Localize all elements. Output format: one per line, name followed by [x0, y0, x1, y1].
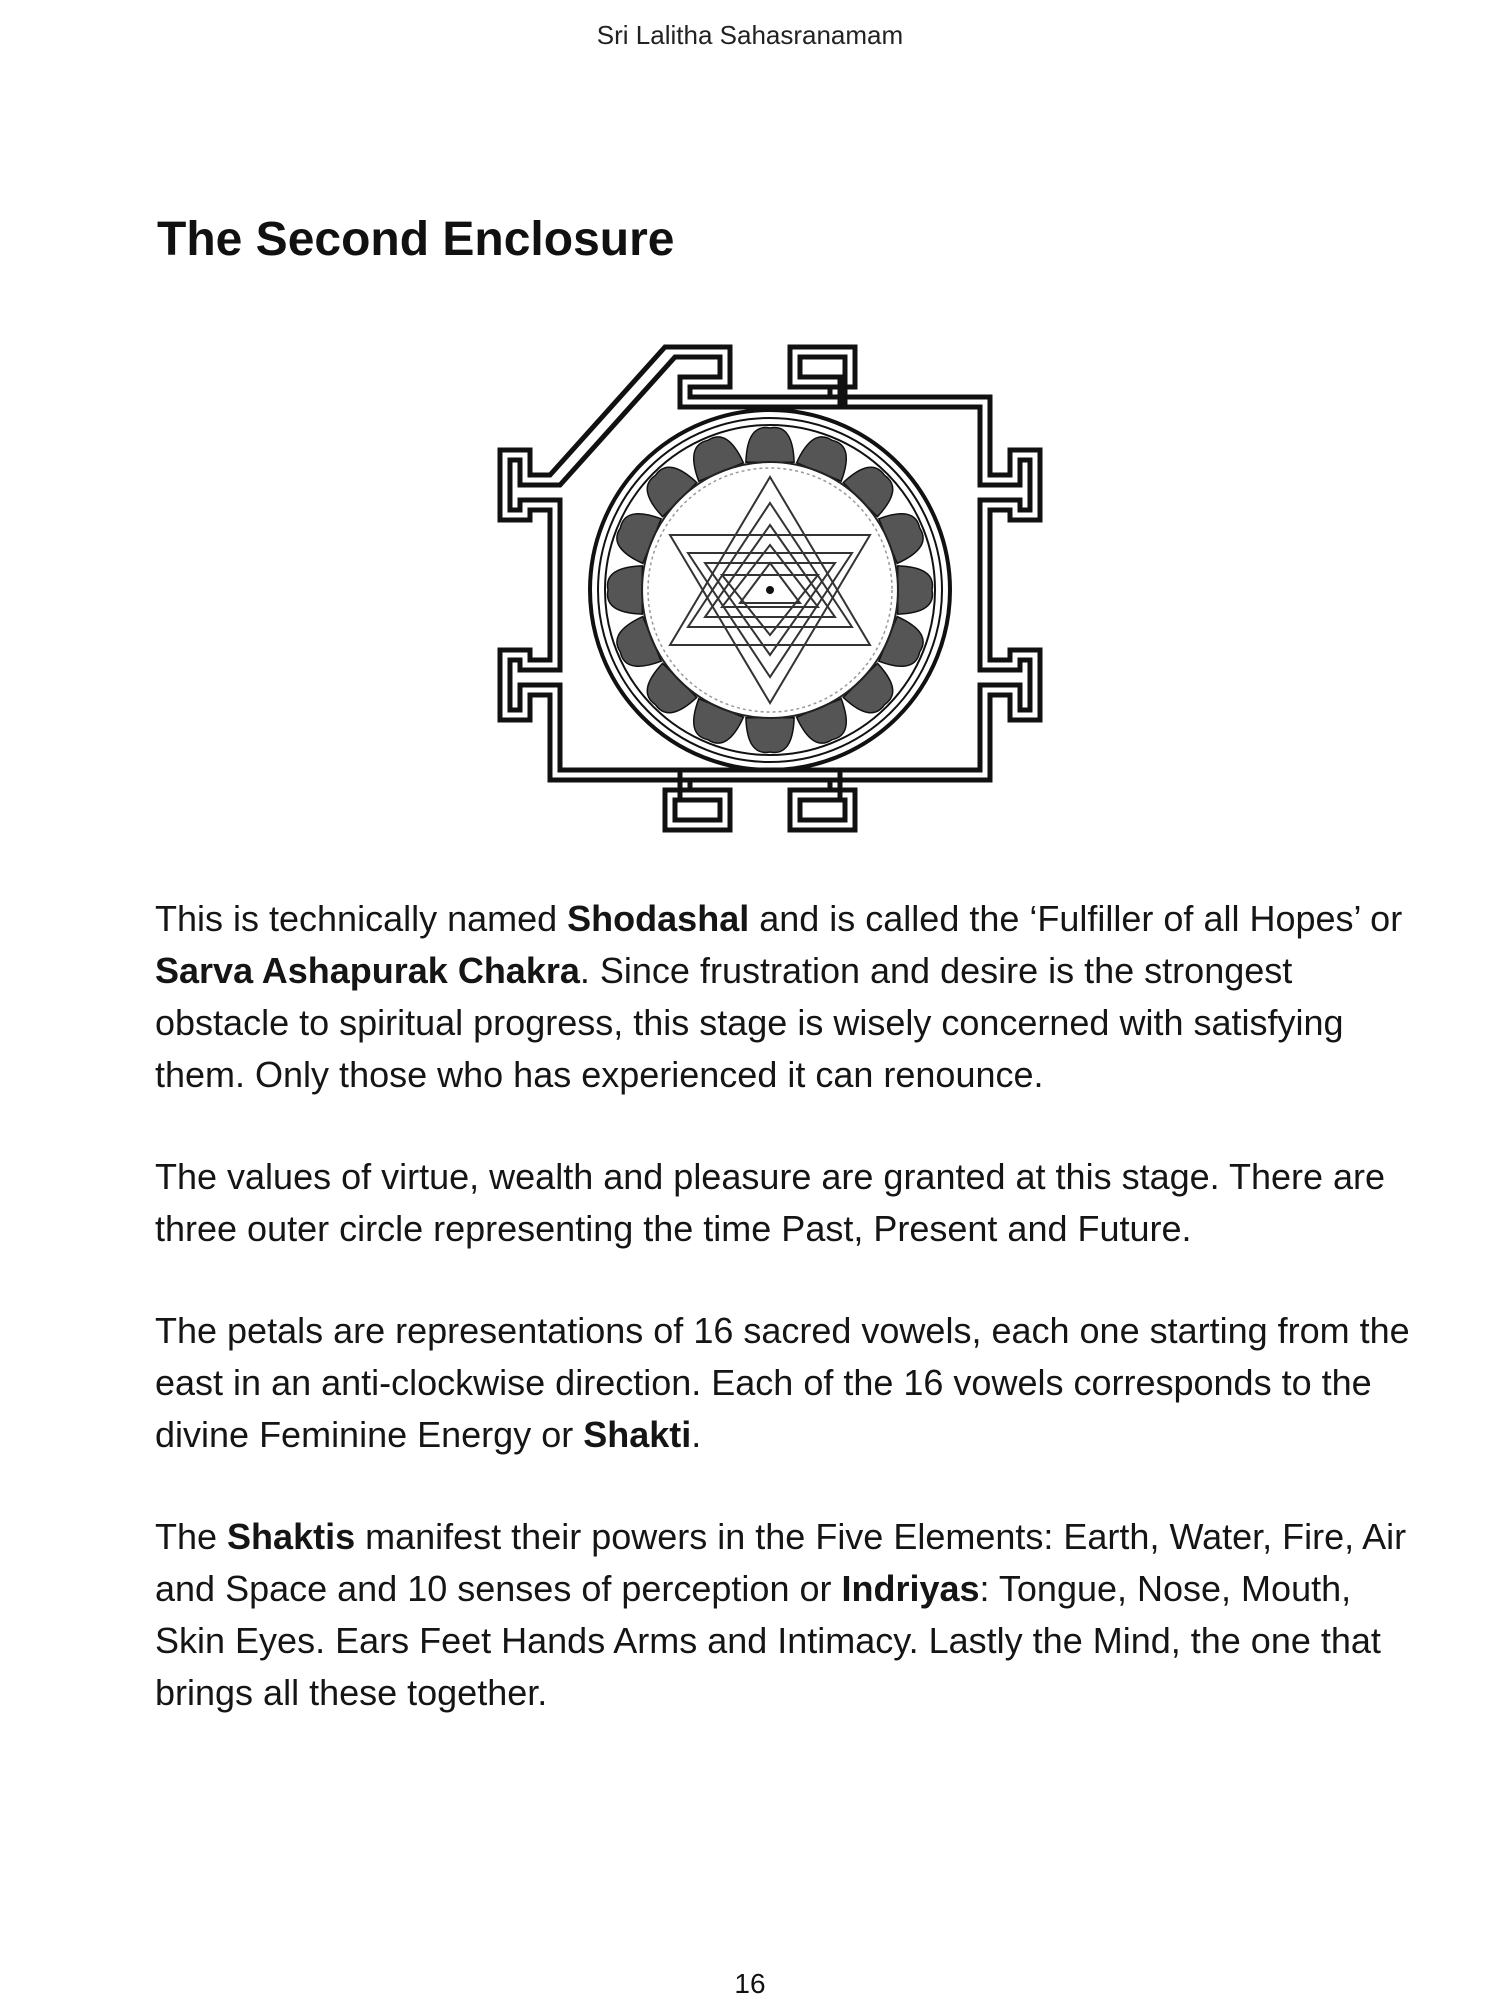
lotus-petal: [843, 663, 892, 712]
body-text: [155, 893, 1425, 1769]
page-number: 16: [734, 1968, 766, 1999]
section-title: The Second Enclosure: [157, 213, 675, 266]
lotus-petal: [608, 566, 643, 614]
term-shaktis: Shaktis: [227, 1516, 356, 1557]
running-header: Sri Lalitha Sahasranamam: [596, 20, 904, 50]
lotus-petal: [797, 699, 847, 743]
lotus-petal: [879, 617, 923, 667]
paragraph-shaktis: The Shaktis manifest their powers in the Five Elements: Earth, Water, Fire, Air and Space and 10 senses of perception or Indriyas: Tongue, Nose, Mouth, Skin Eyes. Ears Feet Hands Arms and Intimacy. Lastly the Mind, the one that brings all these together.: [155, 1516, 1407, 1713]
term-indriyas: Indriyas: [841, 1568, 980, 1609]
lotus-petal: [797, 437, 847, 481]
lotus-petal: [694, 699, 744, 743]
lotus-petal: [617, 617, 661, 667]
term-shodashal: Shodashal: [567, 898, 750, 939]
lotus-petal: [694, 437, 744, 481]
lotus-petal: [617, 514, 661, 564]
term-sarva-ashapurak-chakra: Sarva Ashapurak Chakra: [155, 950, 580, 991]
paragraph-values: The values of virtue, wealth and pleasure are granted at this stage. There are three outer circle representing the time Past, Present and Future.: [155, 1156, 1386, 1249]
lotus-petal: [746, 428, 794, 463]
lotus-petal: [898, 566, 933, 614]
lotus-petal: [843, 467, 892, 516]
lotus-petal: [647, 663, 696, 712]
paragraph-petals: The petals are representations of 16 sacred vowels, each one starting from the east in an anti-clockwise direction. Each of the 16 vowels corresponds to the divine Feminine Energy or Shakti.: [155, 1310, 1410, 1455]
term-shakti: Shakti: [583, 1414, 692, 1455]
sri-chakra-yantra-figure: [490, 335, 1050, 855]
paragraph-shodashal: This is technically named Shodashal and is called the ‘Fulfiller of all Hopes’ or Sarva Ashapurak Chakra. Since frustration and desire is the strongest obstacle to spiritual progress, this stage is wisely concerned with satisfying them. Only those who has experienced it can renounce.: [155, 898, 1403, 1095]
bindu: [766, 586, 774, 594]
lotus-petal: [879, 514, 923, 564]
lotus-petal: [746, 718, 794, 753]
lotus-petal: [647, 467, 696, 516]
